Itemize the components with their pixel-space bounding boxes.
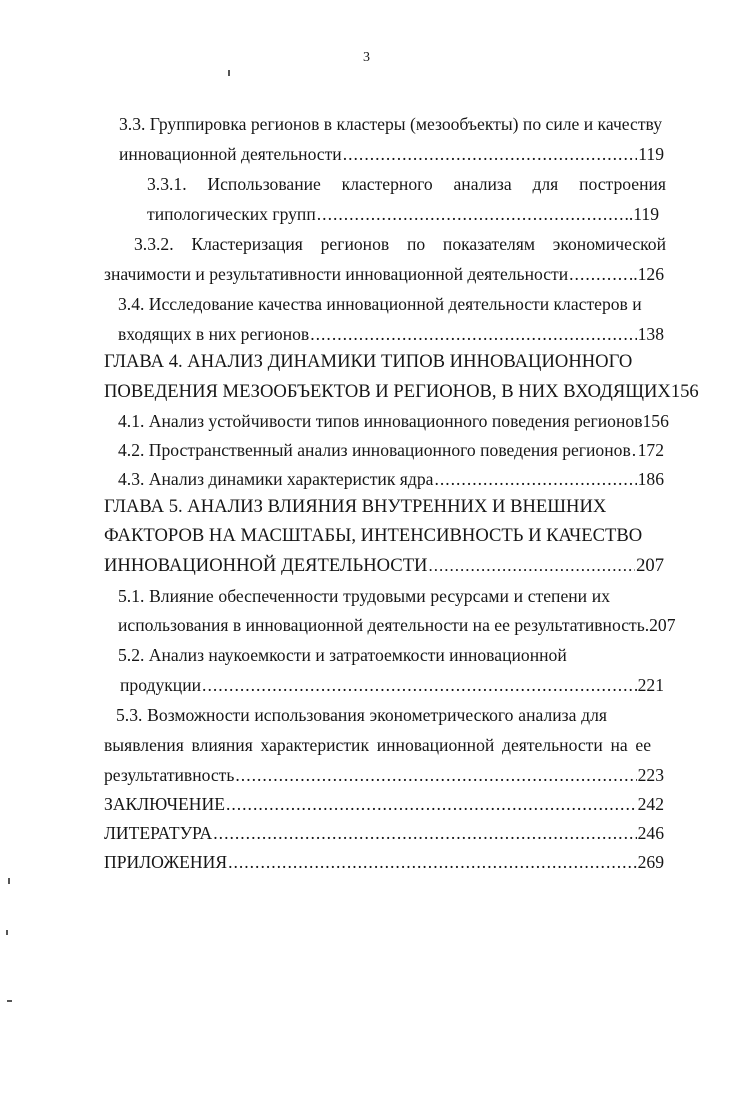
toc-page-number: 186 <box>637 469 664 489</box>
toc-page-number: 138 <box>637 324 664 344</box>
chapter-5-heading-line1: ГЛАВА 5. АНАЛИЗ ВЛИЯНИЯ ВНУТРЕННИХ И ВНЕШНИХ <box>104 496 607 517</box>
toc-entry-4-1: 4.1. Анализ устойчивости типов инновационного поведения регионов 156 <box>118 411 669 431</box>
toc-page-number: 223 <box>637 765 664 785</box>
scan-speck <box>6 930 8 935</box>
toc-page-number: 172 <box>637 440 664 460</box>
toc-page-number: ..126 <box>628 264 664 284</box>
toc-page-number: 156 <box>642 411 669 431</box>
chapter-5-heading-line3: ИННОВАЦИОННОЙ ДЕЯТЕЛЬНОСТИ ..... 207 <box>104 555 664 577</box>
toc-page-number: 269 <box>637 852 664 872</box>
toc-entry-5-1-line2: использования в инновационной деятельности на ее результативность.207 <box>118 615 676 635</box>
toc-entry-3-3-1-line2: типологических групп ..... .119 <box>147 203 659 225</box>
toc-page-number: 221 <box>637 675 664 695</box>
toc-page-number: 119 <box>638 144 664 164</box>
toc-entry-3-3-2-line2: значимости и результативности инновационной деятельности ..... ..126 <box>104 263 664 285</box>
toc-entry-3-3-line1: 3.3. Группировка регионов в кластеры (мезообъекты) по силе и качеству <box>119 114 663 134</box>
toc-entry-conclusion: ЗАКЛЮЧЕНИЕ ..... 242 <box>104 793 664 815</box>
scan-speck <box>7 1000 12 1002</box>
toc-entry-3-3-2-line1: 3.3.2. Кластеризация регионов по показателям экономической <box>134 234 666 254</box>
toc-entry-5-2-line1: 5.2. Анализ наукоемкости и затратоемкости инновационной <box>118 645 567 665</box>
toc-entry-3-3-line2: инновационной деятельности ..... 119 <box>119 143 664 165</box>
toc-page-number: 207 <box>636 555 664 576</box>
toc-page-number: 242 <box>637 794 664 814</box>
chapter-4-heading-line1: ГЛАВА 4. АНАЛИЗ ДИНАМИКИ ТИПОВ ИННОВАЦИОННОГО <box>104 351 633 372</box>
toc-entry-5-3-line2: выявления влияния характеристик инновационной деятельности на ее <box>104 735 651 755</box>
toc-entry-5-2-line2: продукции ..... 221 <box>120 674 664 696</box>
toc-entry-5-3-line1: 5.3. Возможности использования эконометрического анализа для <box>116 705 607 725</box>
toc-page-number: .119 <box>628 204 659 224</box>
page-number: 3 <box>363 50 370 65</box>
toc-entry-4-3: 4.3. Анализ динамики характеристик ядра ..... 186 <box>118 468 664 490</box>
chapter-4-heading-line2: ПОВЕДЕНИЯ МЕЗООБЪЕКТОВ И РЕГИОНОВ, В НИХ ВХОДЯЩИХ156 <box>104 381 699 402</box>
toc-entry-literature: ЛИТЕРАТУРА ..... 246 <box>104 822 664 844</box>
toc-entry-5-1-line1: 5.1. Влияние обеспеченности трудовыми ресурсами и степени их <box>118 586 610 606</box>
toc-entry-3-3-1-line1: 3.3.1. Использование кластерного анализа для построения <box>147 174 666 194</box>
toc-entry-appendices: ПРИЛОЖЕНИЯ ..... 269 <box>104 851 664 873</box>
toc-entry-3-4-line1: 3.4. Исследование качества инновационной деятельности кластеров и <box>118 294 642 314</box>
chapter-5-heading-line2: ФАКТОРОВ НА МАСШТАБЫ, ИНТЕНСИВНОСТЬ И КАЧЕСТВО <box>104 525 643 546</box>
toc-entry-4-2: 4.2. Пространственный анализ инновационного поведения регионов ..... 172 <box>118 439 664 461</box>
toc-page-number: 246 <box>637 823 664 843</box>
scan-speck <box>228 70 230 76</box>
toc-entry-5-3-line3: результативность ..... 223 <box>104 764 664 786</box>
toc-entry-3-4-line2: входящих в них регионов ..... 138 <box>118 323 664 345</box>
scan-speck <box>8 878 10 884</box>
